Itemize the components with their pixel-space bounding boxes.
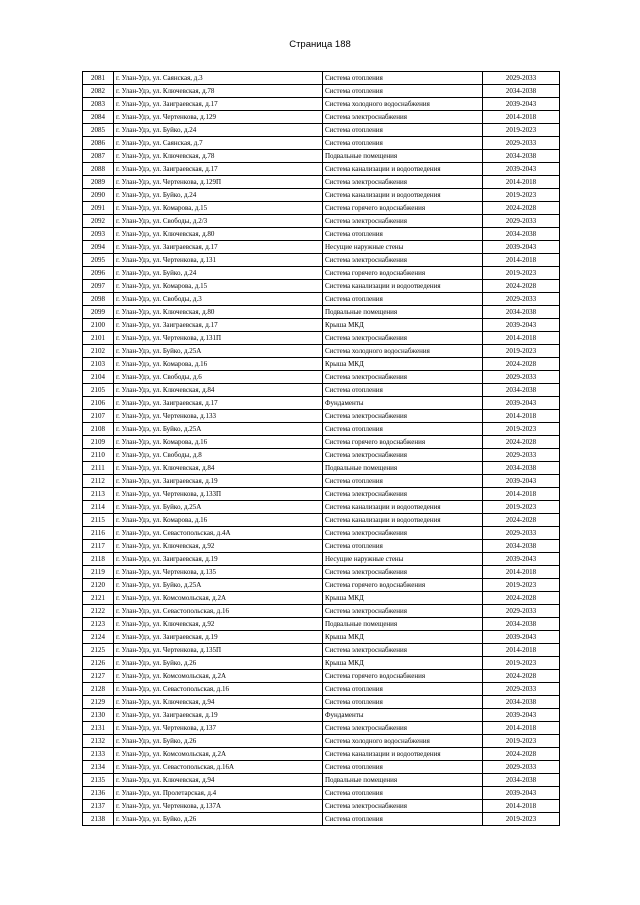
address-cell: г. Улан-Удэ, ул. Комсомольская, д.2А	[114, 748, 323, 761]
system-cell: Система канализации и водоотведения	[323, 514, 483, 527]
table-row	[83, 111, 560, 124]
row-number: 2089	[83, 176, 114, 189]
address-cell: г. Улан-Удэ, ул. Комарова, д.15	[114, 280, 323, 293]
address-cell: г. Улан-Удэ, ул. Комарова, д.16	[114, 514, 323, 527]
address-cell: г. Улан-Удэ, ул. Чертенкова, д.135П	[114, 644, 323, 657]
system-cell: Система электроснабжения	[323, 527, 483, 540]
table-row	[83, 124, 560, 137]
row-number: 2092	[83, 215, 114, 228]
address-cell: г. Улан-Удэ, ул. Пролетарская, д.4	[114, 787, 323, 800]
period-cell: 2019-2023	[483, 501, 560, 514]
system-cell: Система электроснабжения	[323, 800, 483, 813]
period-cell: 2034-2038	[483, 150, 560, 163]
system-cell: Несущие наружные стены	[323, 241, 483, 254]
address-cell: г. Улан-Удэ, ул. Ключевская, д.80	[114, 228, 323, 241]
row-number: 2081	[83, 72, 114, 85]
table-row	[83, 566, 560, 579]
period-cell: 2034-2038	[483, 696, 560, 709]
period-cell: 2029-2033	[483, 761, 560, 774]
row-number: 2116	[83, 527, 114, 540]
table-row	[83, 722, 560, 735]
address-cell: г. Улан-Удэ, ул. Буйко, д.24	[114, 267, 323, 280]
period-cell: 2019-2023	[483, 345, 560, 358]
table-row	[83, 410, 560, 423]
system-cell: Система горячего водоснабжения	[323, 579, 483, 592]
row-number: 2119	[83, 566, 114, 579]
system-cell: Система отопления	[323, 813, 483, 826]
address-cell: г. Улан-Удэ, ул. Чертенкова, д.129П	[114, 176, 323, 189]
period-cell: 2039-2043	[483, 709, 560, 722]
row-number: 2085	[83, 124, 114, 137]
address-cell: г. Улан-Удэ, ул. Чертенкова, д.129	[114, 111, 323, 124]
row-number: 2111	[83, 462, 114, 475]
period-cell: 2034-2038	[483, 306, 560, 319]
period-cell: 2014-2018	[483, 332, 560, 345]
system-cell: Система канализации и водоотведения	[323, 189, 483, 202]
period-cell: 2019-2023	[483, 579, 560, 592]
row-number: 2134	[83, 761, 114, 774]
address-cell: г. Улан-Удэ, ул. Заиграевская, д.19	[114, 631, 323, 644]
table-row	[83, 423, 560, 436]
period-cell: 2039-2043	[483, 98, 560, 111]
address-cell: г. Улан-Удэ, ул. Комарова, д.15	[114, 202, 323, 215]
system-cell: Подвальные помещения	[323, 774, 483, 787]
row-number: 2099	[83, 306, 114, 319]
table-row	[83, 475, 560, 488]
table-row	[83, 397, 560, 410]
period-cell: 2039-2043	[483, 241, 560, 254]
period-cell: 2014-2018	[483, 722, 560, 735]
row-number: 2120	[83, 579, 114, 592]
system-cell: Система отопления	[323, 787, 483, 800]
row-number: 2084	[83, 111, 114, 124]
system-cell: Система канализации и водоотведения	[323, 501, 483, 514]
row-number: 2112	[83, 475, 114, 488]
system-cell: Система отопления	[323, 137, 483, 150]
address-cell: г. Улан-Удэ, ул. Ключевская, д.94	[114, 774, 323, 787]
row-number: 2124	[83, 631, 114, 644]
system-cell: Система электроснабжения	[323, 410, 483, 423]
row-number: 2107	[83, 410, 114, 423]
table-row	[83, 462, 560, 475]
table-row	[83, 813, 560, 826]
row-number: 2131	[83, 722, 114, 735]
table-row	[83, 696, 560, 709]
address-cell: г. Улан-Удэ, ул. Ключевская, д.92	[114, 540, 323, 553]
system-cell: Система электроснабжения	[323, 111, 483, 124]
system-cell: Система отопления	[323, 683, 483, 696]
system-cell: Система электроснабжения	[323, 371, 483, 384]
system-cell: Крыша МКД	[323, 631, 483, 644]
table-row	[83, 267, 560, 280]
period-cell: 2024-2028	[483, 670, 560, 683]
system-cell: Система электроснабжения	[323, 332, 483, 345]
address-cell: г. Улан-Удэ, ул. Свободы, д.6	[114, 371, 323, 384]
address-cell: г. Улан-Удэ, ул. Буйко, д.25А	[114, 423, 323, 436]
address-cell: г. Улан-Удэ, ул. Чертенкова, д.131	[114, 254, 323, 267]
period-cell: 2034-2038	[483, 618, 560, 631]
period-cell: 2029-2033	[483, 293, 560, 306]
table-row	[83, 371, 560, 384]
period-cell: 2034-2038	[483, 462, 560, 475]
address-cell: г. Улан-Удэ, ул. Севастопольская, д.4А	[114, 527, 323, 540]
table-row	[83, 670, 560, 683]
row-number: 2138	[83, 813, 114, 826]
system-cell: Система электроснабжения	[323, 488, 483, 501]
address-cell: г. Улан-Удэ, ул. Заиграевская, д.19	[114, 553, 323, 566]
table-row	[83, 306, 560, 319]
row-number: 2126	[83, 657, 114, 670]
address-cell: г. Улан-Удэ, ул. Заиграевская, д.17	[114, 98, 323, 111]
system-cell: Крыша МКД	[323, 319, 483, 332]
table-row	[83, 787, 560, 800]
system-cell: Система отопления	[323, 384, 483, 397]
row-number: 2118	[83, 553, 114, 566]
row-number: 2088	[83, 163, 114, 176]
row-number: 2123	[83, 618, 114, 631]
address-cell: г. Улан-Удэ, ул. Заиграевская, д.17	[114, 241, 323, 254]
address-cell: г. Улан-Удэ, ул. Ключевская, д.84	[114, 384, 323, 397]
address-cell: г. Улан-Удэ, ул. Свободы, д.2/3	[114, 215, 323, 228]
period-cell: 2029-2033	[483, 137, 560, 150]
period-cell: 2014-2018	[483, 566, 560, 579]
address-cell: г. Улан-Удэ, ул. Буйко, д.25А	[114, 501, 323, 514]
period-cell: 2019-2023	[483, 813, 560, 826]
system-cell: Несущие наружные стены	[323, 553, 483, 566]
table-row	[83, 241, 560, 254]
period-cell: 2039-2043	[483, 319, 560, 332]
period-cell: 2014-2018	[483, 488, 560, 501]
row-number: 2094	[83, 241, 114, 254]
row-number: 2133	[83, 748, 114, 761]
period-cell: 2029-2033	[483, 605, 560, 618]
period-cell: 2014-2018	[483, 176, 560, 189]
system-cell: Подвальные помещения	[323, 150, 483, 163]
system-cell: Крыша МКД	[323, 358, 483, 371]
table-row	[83, 215, 560, 228]
system-cell: Система горячего водоснабжения	[323, 670, 483, 683]
row-number: 2110	[83, 449, 114, 462]
address-cell: г. Улан-Удэ, ул. Свободы, д.3	[114, 293, 323, 306]
table-row	[83, 735, 560, 748]
table-row	[83, 709, 560, 722]
address-cell: г. Улан-Удэ, ул. Комсомольская, д.2А	[114, 670, 323, 683]
address-cell: г. Улан-Удэ, ул. Буйко, д.25А	[114, 345, 323, 358]
address-cell: г. Улан-Удэ, ул. Заиграевская, д.19	[114, 709, 323, 722]
row-number: 2114	[83, 501, 114, 514]
table-row	[83, 345, 560, 358]
system-cell: Система горячего водоснабжения	[323, 202, 483, 215]
table-row	[83, 514, 560, 527]
table-row	[83, 72, 560, 85]
row-number: 2093	[83, 228, 114, 241]
address-cell: г. Улан-Удэ, ул. Чертенкова, д.135	[114, 566, 323, 579]
period-cell: 2014-2018	[483, 410, 560, 423]
address-cell: г. Улан-Удэ, ул. Буйко, д.24	[114, 189, 323, 202]
table-row	[83, 98, 560, 111]
address-cell: г. Улан-Удэ, ул. Ключевская, д.92	[114, 618, 323, 631]
address-cell: г. Улан-Удэ, ул. Чертенкова, д.133	[114, 410, 323, 423]
table-row	[83, 436, 560, 449]
address-cell: г. Улан-Удэ, ул. Комарова, д.16	[114, 358, 323, 371]
page-title: Страница 188	[289, 39, 351, 50]
period-cell: 2014-2018	[483, 800, 560, 813]
table-row	[83, 254, 560, 267]
period-cell: 2029-2033	[483, 527, 560, 540]
system-cell: Система канализации и водоотведения	[323, 748, 483, 761]
address-cell: г. Улан-Удэ, ул. Ключевская, д.78	[114, 85, 323, 98]
system-cell: Система отопления	[323, 85, 483, 98]
system-cell: Система отопления	[323, 540, 483, 553]
system-cell: Система канализации и водоотведения	[323, 280, 483, 293]
address-cell: г. Улан-Удэ, ул. Заиграевская, д.19	[114, 475, 323, 488]
address-cell: г. Улан-Удэ, ул. Саянская, д.3	[114, 72, 323, 85]
period-cell: 2019-2023	[483, 124, 560, 137]
period-cell: 2034-2038	[483, 85, 560, 98]
table-row	[83, 631, 560, 644]
system-cell: Система электроснабжения	[323, 644, 483, 657]
table-row	[83, 293, 560, 306]
system-cell: Система отопления	[323, 475, 483, 488]
period-cell: 2039-2043	[483, 631, 560, 644]
address-cell: г. Улан-Удэ, ул. Заиграевская, д.17	[114, 397, 323, 410]
system-cell: Система горячего водоснабжения	[323, 436, 483, 449]
address-cell: г. Улан-Удэ, ул. Заиграевская, д.17	[114, 163, 323, 176]
table-row	[83, 358, 560, 371]
row-number: 2127	[83, 670, 114, 683]
period-cell: 2034-2038	[483, 228, 560, 241]
system-cell: Система электроснабжения	[323, 449, 483, 462]
period-cell: 2019-2023	[483, 423, 560, 436]
address-cell: г. Улан-Удэ, ул. Севастопольская, д.16	[114, 683, 323, 696]
address-cell: г. Улан-Удэ, ул. Буйко, д.26	[114, 813, 323, 826]
address-cell: г. Улан-Удэ, ул. Саянская, д.7	[114, 137, 323, 150]
system-cell: Крыша МКД	[323, 657, 483, 670]
system-cell: Система отопления	[323, 72, 483, 85]
system-cell: Система горячего водоснабжения	[323, 267, 483, 280]
system-cell: Система электроснабжения	[323, 722, 483, 735]
table-row	[83, 527, 560, 540]
address-cell: г. Улан-Удэ, ул. Чертенкова, д.131П	[114, 332, 323, 345]
row-number: 2086	[83, 137, 114, 150]
address-cell: г. Улан-Удэ, ул. Чертенкова, д.137	[114, 722, 323, 735]
row-number: 2115	[83, 514, 114, 527]
table-row	[83, 280, 560, 293]
row-number: 2087	[83, 150, 114, 163]
period-cell: 2029-2033	[483, 683, 560, 696]
row-number: 2091	[83, 202, 114, 215]
system-cell: Система отопления	[323, 124, 483, 137]
table-row	[83, 644, 560, 657]
table-row	[83, 553, 560, 566]
system-cell: Система отопления	[323, 293, 483, 306]
row-number: 2106	[83, 397, 114, 410]
table-row	[83, 85, 560, 98]
row-number: 2130	[83, 709, 114, 722]
row-number: 2136	[83, 787, 114, 800]
period-cell: 2039-2043	[483, 397, 560, 410]
table-row	[83, 657, 560, 670]
table-row	[83, 683, 560, 696]
table-row	[83, 202, 560, 215]
table-row	[83, 800, 560, 813]
system-cell: Система холодного водоснабжения	[323, 98, 483, 111]
period-cell: 2014-2018	[483, 644, 560, 657]
system-cell: Подвальные помещения	[323, 306, 483, 319]
period-cell: 2019-2023	[483, 267, 560, 280]
row-number: 2103	[83, 358, 114, 371]
table-row	[83, 540, 560, 553]
address-cell: г. Улан-Удэ, ул. Ключевская, д.80	[114, 306, 323, 319]
row-number: 2097	[83, 280, 114, 293]
table-row	[83, 163, 560, 176]
address-cell: г. Улан-Удэ, ул. Чертенкова, д.137А	[114, 800, 323, 813]
row-number: 2128	[83, 683, 114, 696]
period-cell: 2039-2043	[483, 553, 560, 566]
system-cell: Система отопления	[323, 423, 483, 436]
address-cell: г. Улан-Удэ, ул. Ключевская, д.94	[114, 696, 323, 709]
address-cell: г. Улан-Удэ, ул. Комсомольская, д.2А	[114, 592, 323, 605]
address-cell: г. Улан-Удэ, ул. Буйко, д.24	[114, 124, 323, 137]
system-cell: Фундаменты	[323, 709, 483, 722]
system-cell: Подвальные помещения	[323, 462, 483, 475]
system-cell: Система холодного водоснабжения	[323, 735, 483, 748]
period-cell: 2024-2028	[483, 748, 560, 761]
system-cell: Система электроснабжения	[323, 566, 483, 579]
row-number: 2082	[83, 85, 114, 98]
period-cell: 2024-2028	[483, 280, 560, 293]
table-row	[83, 501, 560, 514]
address-cell: г. Улан-Удэ, ул. Буйко, д.26	[114, 735, 323, 748]
system-cell: Система электроснабжения	[323, 605, 483, 618]
period-cell: 2024-2028	[483, 202, 560, 215]
system-cell: Система отопления	[323, 696, 483, 709]
address-cell: г. Улан-Удэ, ул. Комарова, д.16	[114, 436, 323, 449]
table-row	[83, 449, 560, 462]
row-number: 2132	[83, 735, 114, 748]
row-number: 2113	[83, 488, 114, 501]
table-row	[83, 189, 560, 202]
period-cell: 2029-2033	[483, 449, 560, 462]
table-row	[83, 319, 560, 332]
period-cell: 2029-2033	[483, 215, 560, 228]
table-row	[83, 228, 560, 241]
period-cell: 2024-2028	[483, 436, 560, 449]
row-number: 2137	[83, 800, 114, 813]
address-cell: г. Улан-Удэ, ул. Чертенкова, д.133П	[114, 488, 323, 501]
period-cell: 2024-2028	[483, 514, 560, 527]
period-cell: 2034-2038	[483, 774, 560, 787]
address-cell: г. Улан-Удэ, ул. Заиграевская, д.17	[114, 319, 323, 332]
row-number: 2100	[83, 319, 114, 332]
period-cell: 2029-2033	[483, 371, 560, 384]
row-number: 2125	[83, 644, 114, 657]
system-cell: Система электроснабжения	[323, 176, 483, 189]
period-cell: 2039-2043	[483, 163, 560, 176]
table-row	[83, 579, 560, 592]
address-cell: г. Улан-Удэ, ул. Севастопольская, д.16А	[114, 761, 323, 774]
system-cell: Система канализации и водоотведения	[323, 163, 483, 176]
period-cell: 2014-2018	[483, 254, 560, 267]
row-number: 2109	[83, 436, 114, 449]
table-row	[83, 761, 560, 774]
system-cell: Фундаменты	[323, 397, 483, 410]
row-number: 2098	[83, 293, 114, 306]
address-cell: г. Улан-Удэ, ул. Ключевская, д.84	[114, 462, 323, 475]
period-cell: 2029-2033	[483, 72, 560, 85]
table-row	[83, 176, 560, 189]
period-cell: 2034-2038	[483, 540, 560, 553]
address-cell: г. Улан-Удэ, ул. Севастопольская, д.16	[114, 605, 323, 618]
registry-table-body	[83, 72, 560, 826]
system-cell: Система отопления	[323, 228, 483, 241]
period-cell: 2019-2023	[483, 189, 560, 202]
row-number: 2102	[83, 345, 114, 358]
address-cell: г. Улан-Удэ, ул. Буйко, д.25А	[114, 579, 323, 592]
table-row	[83, 488, 560, 501]
registry-table	[82, 71, 560, 826]
table-row	[83, 150, 560, 163]
table-row	[83, 618, 560, 631]
period-cell: 2024-2028	[483, 358, 560, 371]
period-cell: 2039-2043	[483, 475, 560, 488]
system-cell: Система холодного водоснабжения	[323, 345, 483, 358]
table-row	[83, 774, 560, 787]
row-number: 2129	[83, 696, 114, 709]
row-number: 2122	[83, 605, 114, 618]
system-cell: Система электроснабжения	[323, 254, 483, 267]
row-number: 2117	[83, 540, 114, 553]
address-cell: г. Улан-Удэ, ул. Ключевская, д.78	[114, 150, 323, 163]
period-cell: 2024-2028	[483, 592, 560, 605]
row-number: 2135	[83, 774, 114, 787]
period-cell: 2019-2023	[483, 657, 560, 670]
period-cell: 2039-2043	[483, 787, 560, 800]
period-cell: 2019-2023	[483, 735, 560, 748]
table-row	[83, 137, 560, 150]
system-cell: Подвальные помещения	[323, 618, 483, 631]
address-cell: г. Улан-Удэ, ул. Буйко, д.26	[114, 657, 323, 670]
row-number: 2104	[83, 371, 114, 384]
address-cell: г. Улан-Удэ, ул. Свободы, д.8	[114, 449, 323, 462]
row-number: 2083	[83, 98, 114, 111]
row-number: 2108	[83, 423, 114, 436]
row-number: 2090	[83, 189, 114, 202]
table-row	[83, 332, 560, 345]
table-row	[83, 384, 560, 397]
period-cell: 2034-2038	[483, 384, 560, 397]
row-number: 2121	[83, 592, 114, 605]
row-number: 2101	[83, 332, 114, 345]
table-row	[83, 748, 560, 761]
system-cell: Система отопления	[323, 761, 483, 774]
table-row	[83, 605, 560, 618]
system-cell: Система электроснабжения	[323, 215, 483, 228]
row-number: 2095	[83, 254, 114, 267]
table-row	[83, 592, 560, 605]
system-cell: Крыша МКД	[323, 592, 483, 605]
row-number: 2105	[83, 384, 114, 397]
period-cell: 2014-2018	[483, 111, 560, 124]
row-number: 2096	[83, 267, 114, 280]
